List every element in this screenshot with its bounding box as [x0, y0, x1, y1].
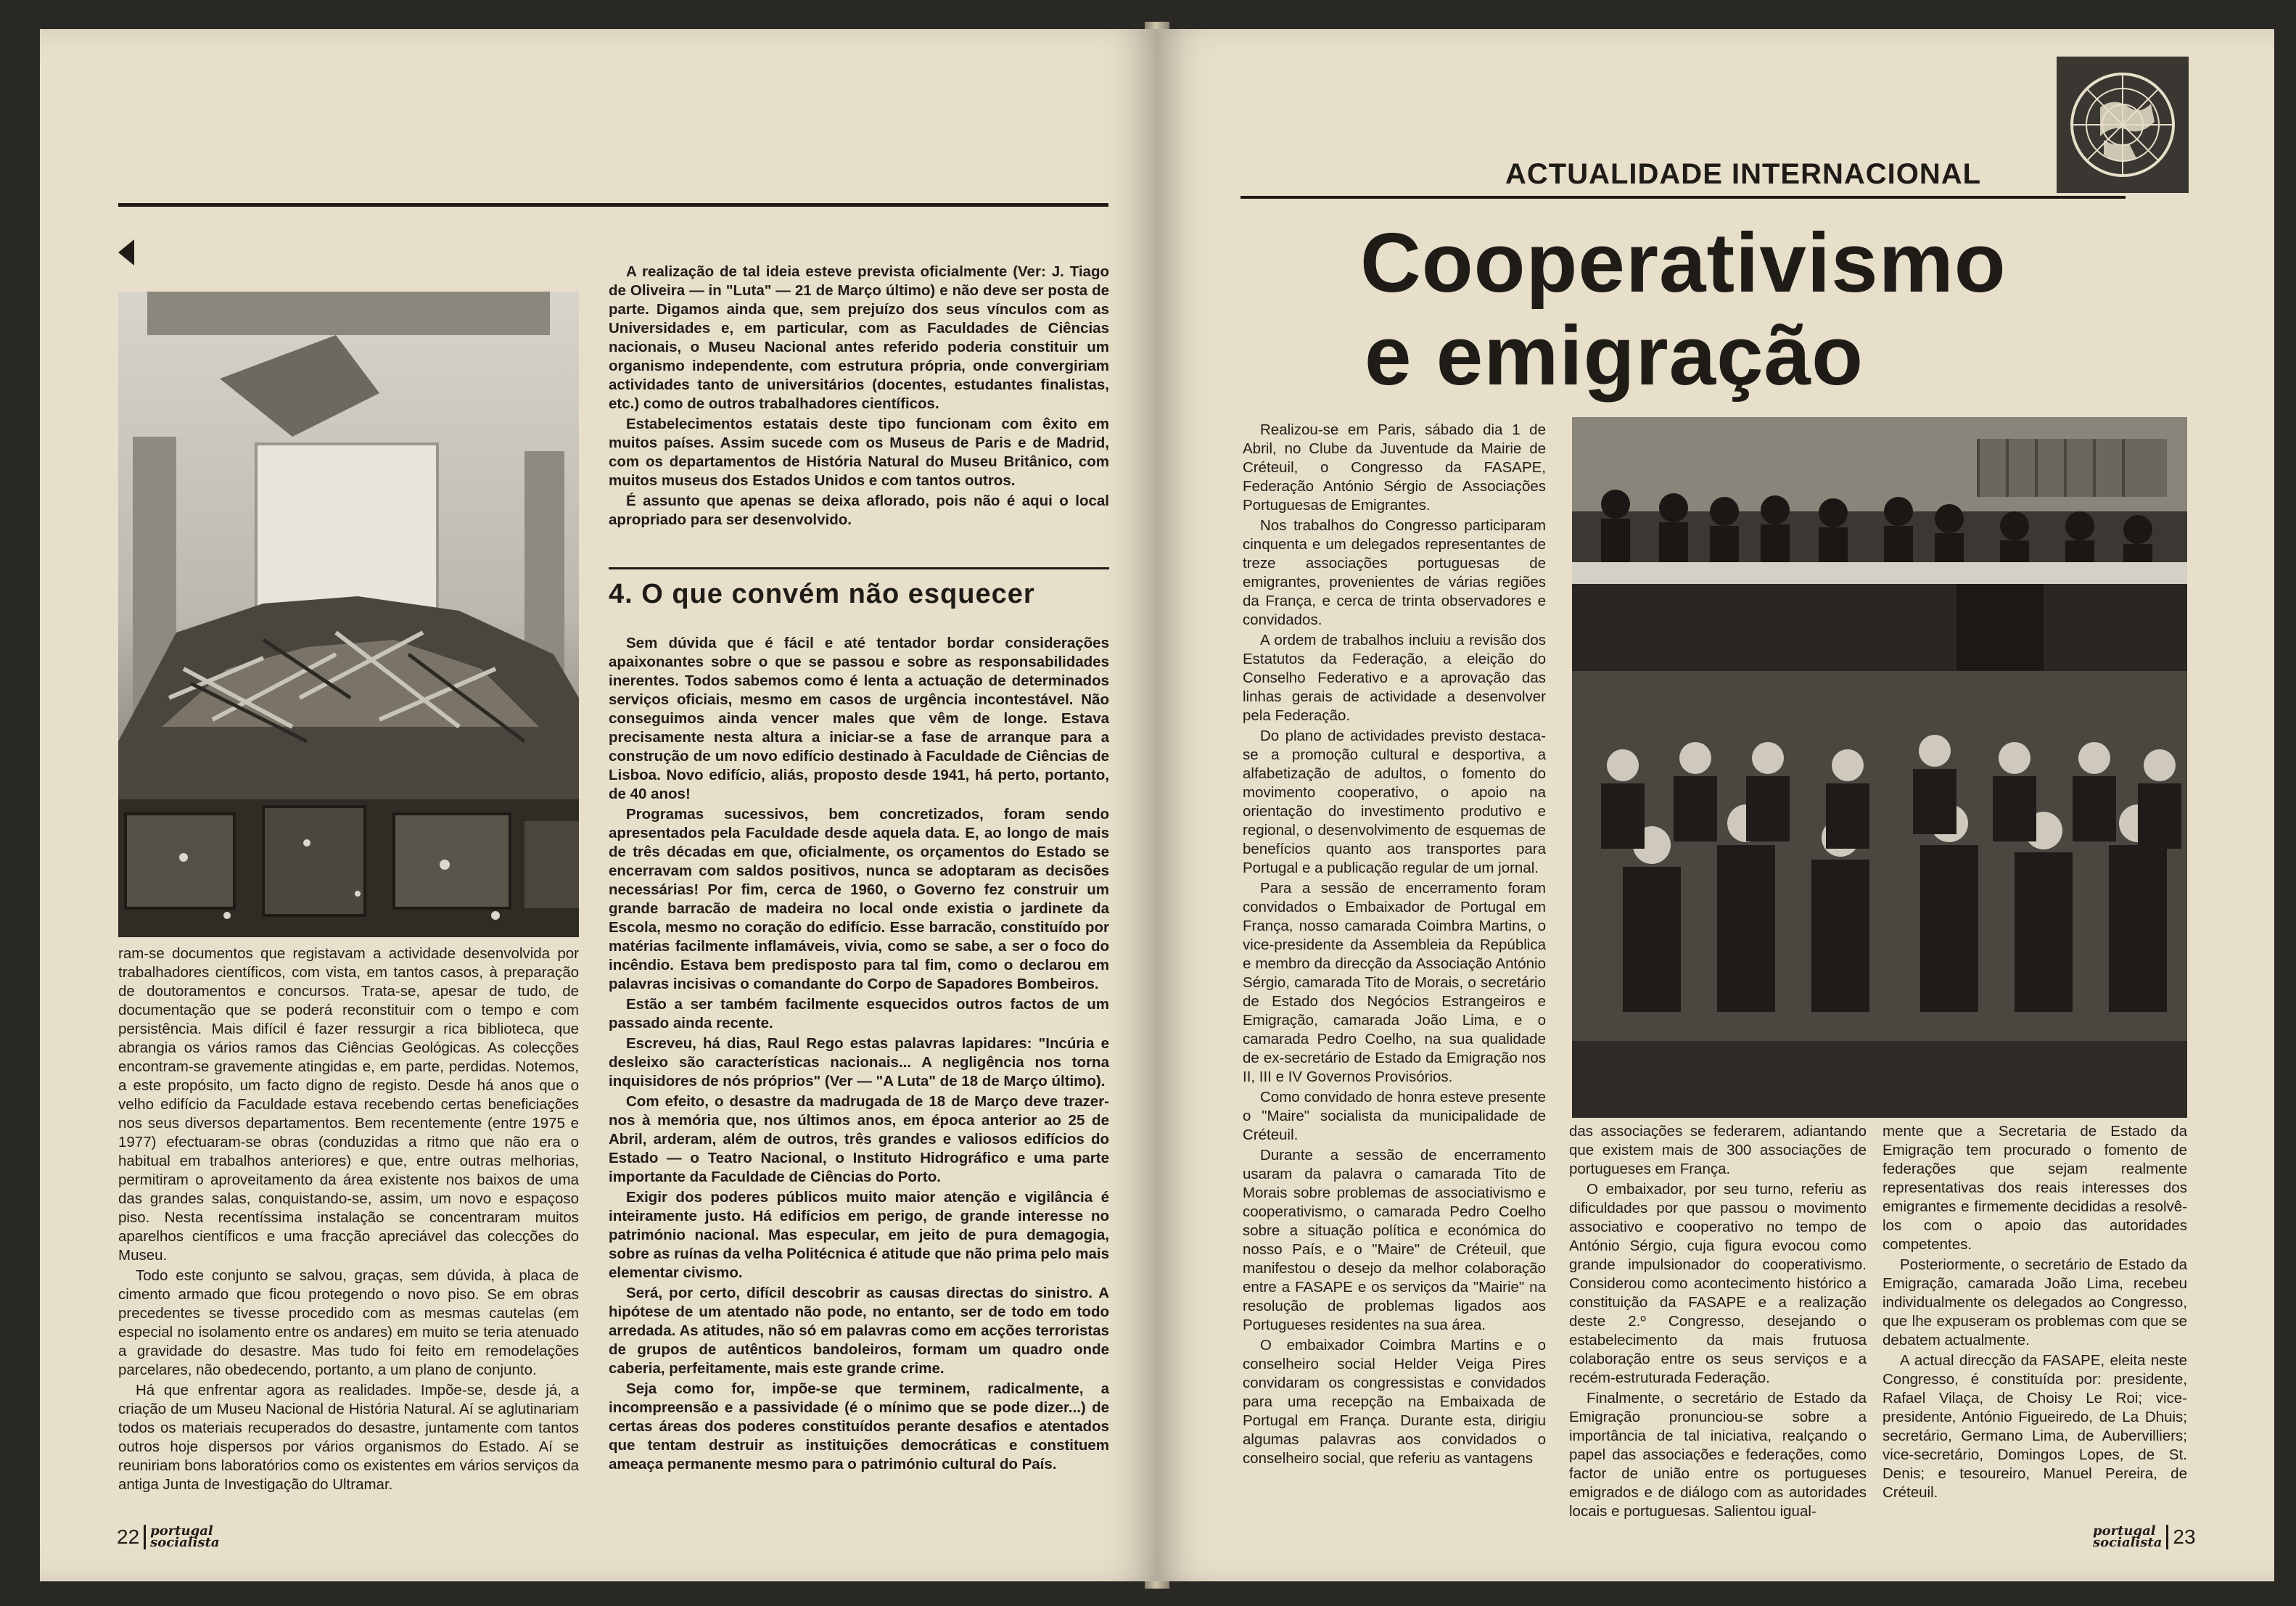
- section-heading: 4. O que convém não esquecer: [609, 579, 1035, 609]
- paragraph: Posteriormente, o secretário de Estado da Emigração, camarada João Lima, recebeu individualmente os delegados ao Congresso, que lhe expuseram os problemas com que se debatem actualmente.: [1883, 1256, 2187, 1348]
- paragraph: A ordem de trabalhos incluiu a revisão dos Estatutos da Federação, a eleição do Conselho Federativo e a aprovação das linhas gerais de actividade a desenvolver pela Federação.: [1243, 632, 1546, 724]
- right-column-3: [1883, 1122, 2187, 1504]
- paragraph: mente que a Secretaria de Estado da Emigração tem procurado o fomento de federações que sejam realmente representativas dos reais interesses dos emigrantes e firmemente decididas a resolvê-los com o apoio das autoridades competentes.: [1883, 1123, 2187, 1253]
- logo-line: portugal: [2093, 1523, 2156, 1539]
- header-rule: [1240, 196, 2126, 199]
- paragraph: Como convidado de honra esteve presente o "Maire" socialista da municipalidade de Créteuil.: [1243, 1089, 1546, 1143]
- paragraph: Programas sucessivos, bem concretizados, foram sendo apresentados pela Faculdade desde aquela data. E, ao longo de mais de três décadas em que, oficialmente, os orçamentos do Estado se encerravam com saldos positivos, nunca se adoptaram as decisões necessárias! Por fim, cerca de 1960, o Governo fez construir um grande barracão de madeira no local onde existia o jardinete da Escola, mesmo no coração do edifício. Esse barracão, constituído por matérias facilmente inflamáveis, vivia, como se sabe, a ser o foco do incêndio. Estava bem predisposto para tal fim, como o declarou em palavras incisivas o comandante do Corpo de Sapadores Bombeiros.: [609, 806, 1109, 992]
- page-folio-right: [2093, 1525, 2196, 1549]
- paragraph: Com efeito, o desastre da madrugada de 18 de Março deve trazer-nos à memória que, nos últimos anos, em época anterior ao 25 de Abril, arderam, além de outros, três grandes e valiosos edifícios do Estado — o Teatro Nacional, o Instituto Hidrográfico e uma parte importante da Faculdade de Ciências do Porto.: [609, 1093, 1109, 1185]
- paragraph: Exigir dos poderes públicos muito maior atenção e vigilância é inteiramente justo. Há edifícios em perigo, de grande interesse no património nacional. Mas especular, em jeito de pura demagogia, sobre as ruínas da velha Politécnica é atitude que não prima pelo mais elementar civismo.: [609, 1189, 1109, 1281]
- publication-logo: [150, 1525, 219, 1549]
- paragraph: O embaixador Coimbra Martins e o conselheiro social Helder Veiga Pires convidaram os congressistas e convidados para uma recepção na Embaixada de Portugal em França. Durante esta, dirigiu algumas palavras aos convidados o conselheiro social, que referiu as vantagens: [1243, 1337, 1546, 1467]
- paragraph: Do plano de actividades previsto destaca-se a promoção cultural e desportiva, a alfabetização de adultos, o fomento do movimento cooperativo, o apoio na orientação do investimento produtivo e regional, o desenvolvimento de esquemas de benefícios quanto aos transportes para Portugal e a publicação regular de um jornal.: [1243, 728, 1546, 876]
- section-rule: [609, 567, 1109, 569]
- logo-line: socialista: [2093, 1535, 2163, 1550]
- paragraph: Todo este conjunto se salvou, graças, sem dúvida, à placa de cimento armado que ficou protegendo o novo piso. Se em obras precedentes se tivesse procedido com as mesmas cautelas (em especial no isolamento entre os andares) em muito se teria atenuado a gravidade do desastre. Mas tudo foi feito em remodelações parcelares, não obedecendo, portanto, a um plano de conjunto.: [118, 1267, 579, 1378]
- globe-emblem-icon: [2057, 57, 2189, 193]
- page-number: 23: [2173, 1525, 2196, 1548]
- left-arrow-icon: [118, 239, 134, 265]
- paragraph: Estão a ser também facilmente esquecidos outros factos de um passado ainda recente.: [609, 996, 1109, 1031]
- left-column-1: [118, 944, 579, 1496]
- paragraph: A actual direcção da FASAPE, eleita neste Congresso, é constituída por: presidente, Rafael Vilaça, de Choisy Le Roi; vice-presidente, António Figueiredo, de La Dhuis; secretário, Germano Lima, de Aubervilliers; vice-secretário, Domingos Lopes, de St. Denis; e tesoureiro, Manuel Pereira, de Créteuil.: [1883, 1352, 2187, 1501]
- top-rule: [118, 203, 1108, 207]
- logo-line: socialista: [150, 1535, 220, 1550]
- left-column-2-bottom: [609, 634, 1109, 1475]
- paragraph: Seja como for, impõe-se que terminem, radicalmente, a incompreensão e a passividade (é o mínimo que se pode dizer...) de certas áreas dos poderes constituídos perante desafios e atentados que tentam destruir as instituições democráticas e constituem ameaça permanente mesmo para o património cultural do País.: [609, 1380, 1109, 1473]
- folio-divider: [2166, 1525, 2168, 1549]
- right-page: [1157, 29, 2274, 1581]
- page-folio-left: [117, 1525, 220, 1549]
- paragraph: ram-se documentos que registavam a actividade desenvolvida por trabalhadores científicos, com vista, em tantos casos, à preparação de doutoramentos e concursos. Trata-se, apesar de tudo, de documentação que se poderá reconstituir com o tempo e com persistência. Mais difícil é fazer ressurgir a rica biblioteca, que abrangia os vários ramos das Ciências Geológicas. As colecções encontram-se gravemente atingidas e, em parte, perdidas. Notemos, a este propósito, um facto digno de registo. Desde há anos que o velho edifício da Faculdade estava recebendo certas beneficiações nos seus diversos departamentos. Bem recentemente (entre 1975 e 1977) efectuaram-se obras (conduzidas a ritmo que não era o habitual em trabalhos anteriores) e que, entre outras melhorias, permitiram o aproveitamento da área existente nos baixos de uma das grandes salas, conquistando-se, assim, um novo e espaçoso piso. Nesta recentíssima instalação se concentraram muitos aparelhos científicos e uma fracção apreciável das colecções do Museu.: [118, 945, 579, 1264]
- section-label: ACTUALIDADE INTERNACIONAL: [1505, 158, 1982, 190]
- paragraph: É assunto que apenas se deixa aflorado, pois não é aqui o local apropriado para ser desenvolvido.: [609, 493, 1109, 528]
- paragraph: Finalmente, o secretário de Estado da Emigração pronunciou-se sobre a importância de tal iniciativa, realçando o papel das associações e federações, como factor de união entre os portugueses emigrados e de diálogo com as autoridades locais e portuguesas. Salientou igual-: [1569, 1390, 1867, 1520]
- paragraph: Sem dúvida que é fácil e até tentador bordar considerações apaixonantes sobre o que se passou e sobre as responsabilidades inerentes. Todos sabemos como é lenta a actuação de determinados serviços oficiais, mesmo em casos de urgência incontestável. Não conseguimos ainda vencer males que vêm de longe. Estava precisamente nesta altura a iniciar-se a fase de arranque para a construção de um novo edifício destinado à Faculdade de Ciências de Lisboa. Novo edifício, aliás, proposto desde 1941, há perto, portanto, de 40 anos!: [609, 635, 1109, 802]
- publication-logo: [2093, 1525, 2162, 1549]
- paragraph: Realizou-se em Paris, sábado dia 1 de Abril, no Clube da Juventude da Mairie de Créteuil, o Congresso da FASAPE, Federação António Sérgio de Associações Portuguesas de Emigrantes.: [1243, 421, 1546, 514]
- paragraph: Para a sessão de encerramento foram convidados o Embaixador de Portugal em França, nosso camarada Coimbra Martins, o vice-presidente da Assembleia da República e membro da direcção da Associação António Sérgio, camarada Tito de Morais, o secretário de Estado dos Negócios Estrangeiros e Emigração, camarada João Lima, e o camarada Pedro Coelho, na sua qualidade de ex-secretário de Estado da Emigração nos II, III e IV Governos Provisórios.: [1243, 880, 1546, 1085]
- globe-emblem-drawing: [2057, 57, 2189, 193]
- paragraph: Será, por certo, difícil descobrir as causas directas do sinistro. A hipótese de um atentado não pode, no entanto, ser de todo em todo arredada. As atitudes, não só em palavras como em acções terroristas de grupos de autênticos bandoleiros, formam um quadro onde caberia, perfeitamente, mais este grande crime.: [609, 1285, 1109, 1377]
- folio-divider: [144, 1525, 146, 1549]
- page-number: 22: [117, 1525, 140, 1548]
- paragraph: Estabelecimentos estatais deste tipo funcionam com êxito em muitos países. Assim sucede com os Museus de Paris e de Madrid, com os departamentos de História Natural do Museu Britânico, com muitos museus dos Estados Unidos e com tantos outros.: [609, 416, 1109, 489]
- paragraph: Durante a sessão de encerramento usaram da palavra o camarada Tito de Morais sobre problemas de associativismo e cooperativismo, o camarada Pedro Coelho sobre a situação política e económica do nosso País, e o "Maire" de Créteuil, que manifestou o desejo da melhor colaboração entre a FASAPE e os serviços da "Mairie" na resolução de problemas ligados aos Portugueses residentes na sua área.: [1243, 1147, 1546, 1333]
- fire-ruins-illustration: [118, 292, 579, 937]
- congress-illustration: [1572, 417, 2187, 1118]
- left-page: [40, 29, 1157, 1581]
- paragraph: Nos trabalhos do Congresso participaram cinquenta e um delegados representantes de treze associações portuguesas de emigrantes, provenientes de várias regiões da França, e cerca de trinta observadores e convidados.: [1243, 517, 1546, 628]
- paragraph: das associações se federarem, adiantando que existem mais de 300 associações de portugueses em França.: [1569, 1123, 1867, 1177]
- paragraph: A realização de tal ideia esteve prevista oficialmente (Ver: J. Tiago de Oliveira — in "Luta" — 21 de Março último) e não deve ser posta de parte. Digamos ainda que, sem prejuízo dos seus vínculos com as Universidades e, em particular, com as Faculdades de Ciências nacionais, o Museu Nacional antes referido poderia constituir um organismo independente, com estrutura própria, onde convergiriam actividades tanto de universitários (docentes, estudantes finalistas, etc.) como de outros trabalhadores científicos.: [609, 263, 1109, 412]
- logo-line: portugal: [150, 1523, 213, 1539]
- paragraph: Há que enfrentar agora as realidades. Impõe-se, desde já, a criação de um Museu Nacional de História Natural. Aí se aglutinariam todos os materiais recuperados do desastre, juntamente com tantos outros hoje dispersos por vários organismos do Estado. Aí se reuniriam bons laboratórios como os existentes em vários serviços da antiga Junta de Investigação do Ultramar.: [118, 1382, 579, 1493]
- fire-ruins-photo: [118, 292, 579, 937]
- headline-line: Cooperativismo: [1360, 215, 2007, 310]
- paragraph: O embaixador, por seu turno, referiu as dificuldades por que passou o movimento associativo e cooperativo no tempo de António Sérgio, cuja figura evocou como grande impulsionador do cooperativismo. Considerou como acontecimento histórico a constituição da FASAPE e a realização deste 2.º Congresso, desejando o estabelecimento da mais frutuosa colaboração entre os seus serviços e a recém-estruturada Federação.: [1569, 1181, 1867, 1386]
- congress-photo: [1572, 417, 2187, 1118]
- left-column-2-top: [609, 263, 1109, 531]
- paragraph: Escreveu, há dias, Raul Rego estas palavras lapidares: "Incúria e desleixo são características nacionais... A negligência nos torna inquisidores de nós próprios" (Ver — "A Luta" de 18 de Março último).: [609, 1035, 1109, 1090]
- article-headline: [1360, 215, 2007, 403]
- right-column-1: [1243, 421, 1546, 1470]
- headline-line: e emigração: [1364, 308, 1864, 403]
- right-column-2: [1569, 1122, 1867, 1523]
